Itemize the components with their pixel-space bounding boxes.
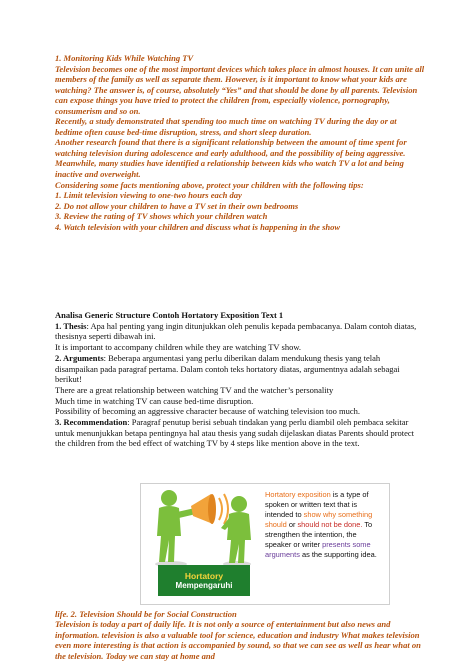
recommendation-label: 3. Recommendation	[55, 417, 128, 428]
thesis-text: : Apa hal penting yang ingin ditunjukkan oleh penulis kepada pembacanya. Dalam contoh diatas, thesisnya seperti dibawah ini.	[55, 320, 417, 342]
listener-figure	[221, 496, 251, 563]
tail-paragraph: Television is today a part of daily life. It is not only a source of entertainment but also news and information. television is also a valuable tool for science, education and industry What makes television even more interesting is that action is accompanied by sound, so that we can see as well as hear what on the television. Today we can stay at home and	[55, 619, 421, 661]
arguments-label: 2. Arguments	[55, 352, 104, 363]
definition-highlight: show why something should	[265, 510, 373, 529]
definition-highlight: should not be done.	[297, 520, 363, 529]
thesis-label: 1. Thesis	[55, 320, 87, 331]
definition-part: is a type of spoken or written text that is intended to	[265, 490, 369, 519]
definition-term: Hortatory exposition	[265, 490, 331, 499]
argument-example: There are a great relationship between watching TV and the watcher’s personality	[55, 384, 334, 395]
tail-line: life. 2. Television Should be for Social Construction	[55, 609, 237, 619]
megaphone-icon	[191, 494, 228, 524]
hortatory-figure	[140, 483, 390, 605]
recommendation-paragraph	[55, 417, 425, 449]
paragraph: Considering some facts mentioning above, protect your children with the following tips:	[55, 179, 364, 190]
recommendation-text: : Paragraf penutup berisi sebuah tindakan yang perlu diambil oleh pembaca sekitar untuk menunjukkan betapa pentingnya hal atau thesis yang sudah dijelaskan diatas Parents should protect the children from the bed effect of watching TV by 4 steps like mention above in the text.	[55, 417, 415, 449]
arguments-paragraph	[55, 353, 425, 385]
tip-item: 3. Review the rating of TV shows which your children watch	[55, 211, 268, 222]
tip-item: 1. Limit television viewing to one-two hours each day	[55, 190, 242, 201]
section-tail	[55, 609, 425, 661]
analysis-heading: Analisa Generic Structure Contoh Hortatory Exposition Text 1	[55, 310, 284, 320]
tip-item: 4. Watch television with your children and discuss what is happening in the show	[55, 221, 341, 232]
paragraph: Television becomes one of the most important devices which takes place in almost houses. It can unite all members of the family as well as separate them. However, is it important to know what your kids are watching? The answer is, of course, absolutely “Yes” and that should be done by all parents. Television can expose things you have tried to protect the children from, especially violence, pornography, consumerism and so on.	[55, 63, 425, 116]
argument-example: Much time in watching TV can cause bed-time disruption.	[55, 395, 254, 406]
definition-part: as the supporting idea.	[299, 550, 377, 559]
section-title: 1. Monitoring Kids While Watching TV	[55, 53, 194, 63]
label-bottom: Mempengaruhi	[175, 580, 233, 590]
label-top: Hortatory	[184, 570, 224, 581]
arguments-text: : Beberapa argumentasi yang perlu diberikan dalam mendukung thesis yang telah disampaikan pada paragraf pertama. Dalam contoh teks hortatory diatas, argumentnya adalah sebagai berikut!	[55, 352, 400, 385]
definition-part: or	[286, 520, 298, 529]
paragraph: Recently, a study demonstrated that spending too much time on watching TV during the day or at bedtime often cause bed-time disruption, stress, and short sleep duration.	[55, 116, 397, 137]
hortatory-label	[158, 565, 250, 596]
definition-part: To strengthen the intention, the speaker or writer	[265, 520, 373, 549]
paragraph: Meanwhile, many studies have identified a relationship between kids who watch TV a lot and being inactive and overweight.	[55, 158, 404, 180]
section-analysis	[55, 310, 425, 449]
thesis-paragraph	[55, 321, 425, 342]
tip-item: 2. Do not allow your children to have a TV set in their own bedrooms	[55, 200, 299, 211]
argument-example: Possibility of becoming an aggressive character because of watching television too much.	[55, 406, 360, 417]
hortatory-definition	[265, 490, 383, 560]
definition-highlight: presents some arguments	[265, 540, 371, 559]
paragraph: Another research found that there is a significant relationship between the amount of time spent for watching television during adolescence and early adulthood, and the possibility of being aggressive.	[55, 137, 407, 158]
thesis-example: It is important to accompany children while they are watching TV show.	[55, 342, 302, 353]
section-monitoring-kids	[55, 53, 425, 232]
speaker-figure	[157, 490, 196, 562]
